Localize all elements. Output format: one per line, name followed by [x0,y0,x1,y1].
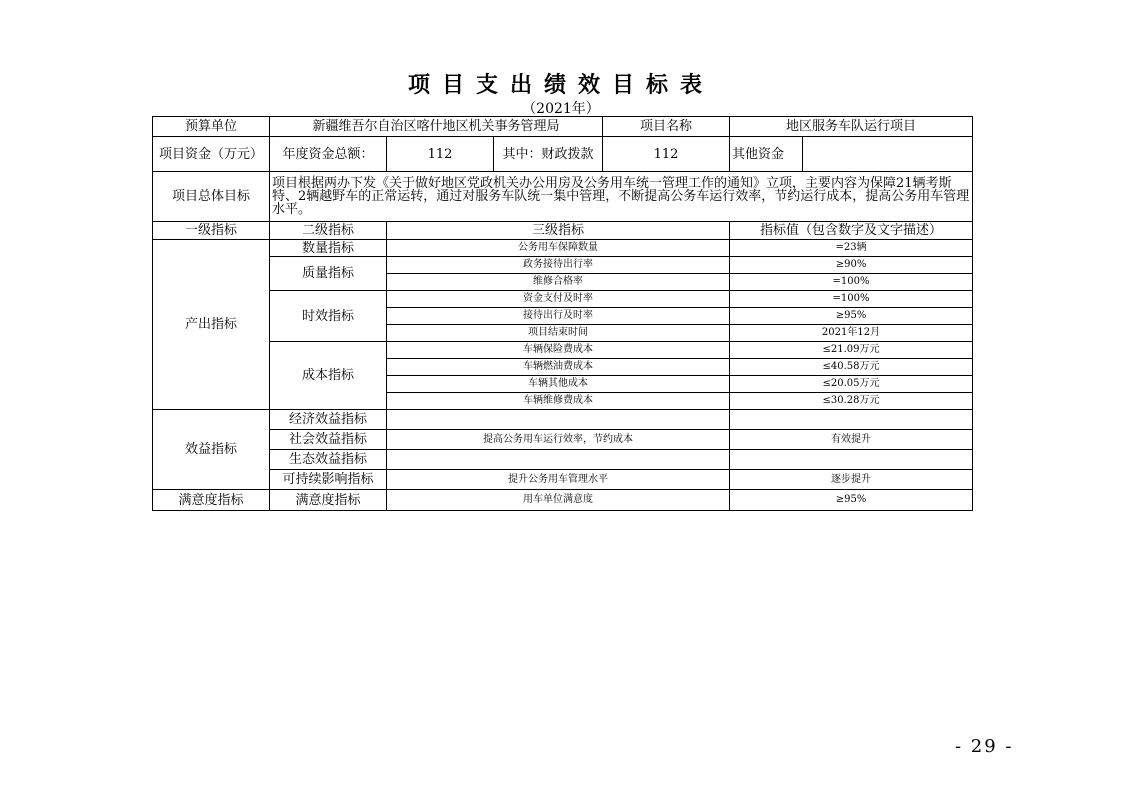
fiscal-label: 其中：财政拨款 [494,137,603,172]
indicator-value: =100% [730,274,973,291]
performance-table [152,116,973,511]
table-row [153,291,973,308]
indicator-value: ≥90% [730,257,973,274]
annual-total-value: 112 [387,137,494,172]
indicator-name: 车辆保险费成本 [387,342,730,359]
satisfaction-sub-label: 满意度指标 [270,490,387,511]
satisfaction-label: 满意度指标 [153,490,270,511]
col-level3: 三级指标 [387,222,730,240]
indicator-value: ≤21.09万元 [730,342,973,359]
other-funds-value [803,137,973,172]
indicator-name [387,450,730,470]
goal-label: 项目总体目标 [153,172,270,222]
indicator-value: ≤20.05万元 [730,376,973,393]
cost-label: 成本指标 [270,342,387,410]
indicator-value: ≥95% [730,308,973,325]
indicator-name: 车辆维修费成本 [387,393,730,410]
funds-row [153,137,973,172]
page-number: - 29 - [955,736,1014,757]
col-value: 指标值（包含数字及文字描述） [730,222,973,240]
table-row [153,450,973,470]
annual-total-label: 年度资金总额： [270,137,387,172]
table-row [153,257,973,274]
sustainable-label: 可持续影响指标 [270,470,387,490]
project-name-value: 地区服务车队运行项目 [730,117,973,137]
indicator-value: =23辆 [730,240,973,257]
quality-label: 质量指标 [270,257,387,291]
benefit-label: 效益指标 [153,410,270,490]
col-level1: 一级指标 [153,222,270,240]
budget-unit-row [153,117,973,137]
col-level2: 二级指标 [270,222,387,240]
indicator-value: 逐步提升 [730,470,973,490]
indicator-name: 公务用车保障数量 [387,240,730,257]
indicator-value: ≥95% [730,490,973,511]
indicator-name: 车辆其他成本 [387,376,730,393]
indicator-name [387,410,730,430]
table-row [153,490,973,511]
year-label: （2021年） [522,101,600,117]
indicator-value: ≤30.28万元 [730,393,973,410]
goal-text: 项目根据两办下发《关于做好地区党政机关办公用房及公务用车统一管理工作的通知》立项，主要内容为保障21辆考斯特、2辆越野车的正常运转，通过对服务车队统一集中管理，不断提高公务车运行效率，节约运行成本，提高公务用车管理水平。 [270,172,973,222]
page-title: 项目支出绩效目标表 [407,72,714,98]
ecological-label: 生态效益指标 [270,450,387,470]
table-row [153,240,973,257]
indicator-name: 提高公务用车运行效率，节约成本 [387,430,730,450]
timeliness-label: 时效指标 [270,291,387,342]
table-row [153,470,973,490]
table-row [153,342,973,359]
column-header-row [153,222,973,240]
indicator-value [730,410,973,430]
quantity-label: 数量指标 [270,240,387,257]
indicator-name: 维修合格率 [387,274,730,291]
economic-label: 经济效益指标 [270,410,387,430]
indicator-value: 2021年12月 [730,325,973,342]
output-label: 产出指标 [153,240,270,410]
budget-unit-label: 预算单位 [153,117,270,137]
indicator-name: 资金支付及时率 [387,291,730,308]
fiscal-value: 112 [603,137,730,172]
indicator-value: 有效提升 [730,430,973,450]
indicator-name: 提升公务用车管理水平 [387,470,730,490]
indicator-name: 政务接待出行率 [387,257,730,274]
indicator-name: 车辆燃油费成本 [387,359,730,376]
indicator-value: =100% [730,291,973,308]
project-name-label: 项目名称 [603,117,730,137]
table-row [153,410,973,430]
indicator-name: 项目结束时间 [387,325,730,342]
other-funds-label: 其他资金 [730,137,803,172]
indicator-value: ≤40.58万元 [730,359,973,376]
social-label: 社会效益指标 [270,430,387,450]
indicator-value [730,450,973,470]
table-row [153,430,973,450]
goal-row [153,172,973,222]
indicator-name: 用车单位满意度 [387,490,730,511]
indicator-name: 接待出行及时率 [387,308,730,325]
budget-unit-value: 新疆维吾尔自治区喀什地区机关事务管理局 [270,117,603,137]
funds-label: 项目资金（万元） [153,137,270,172]
